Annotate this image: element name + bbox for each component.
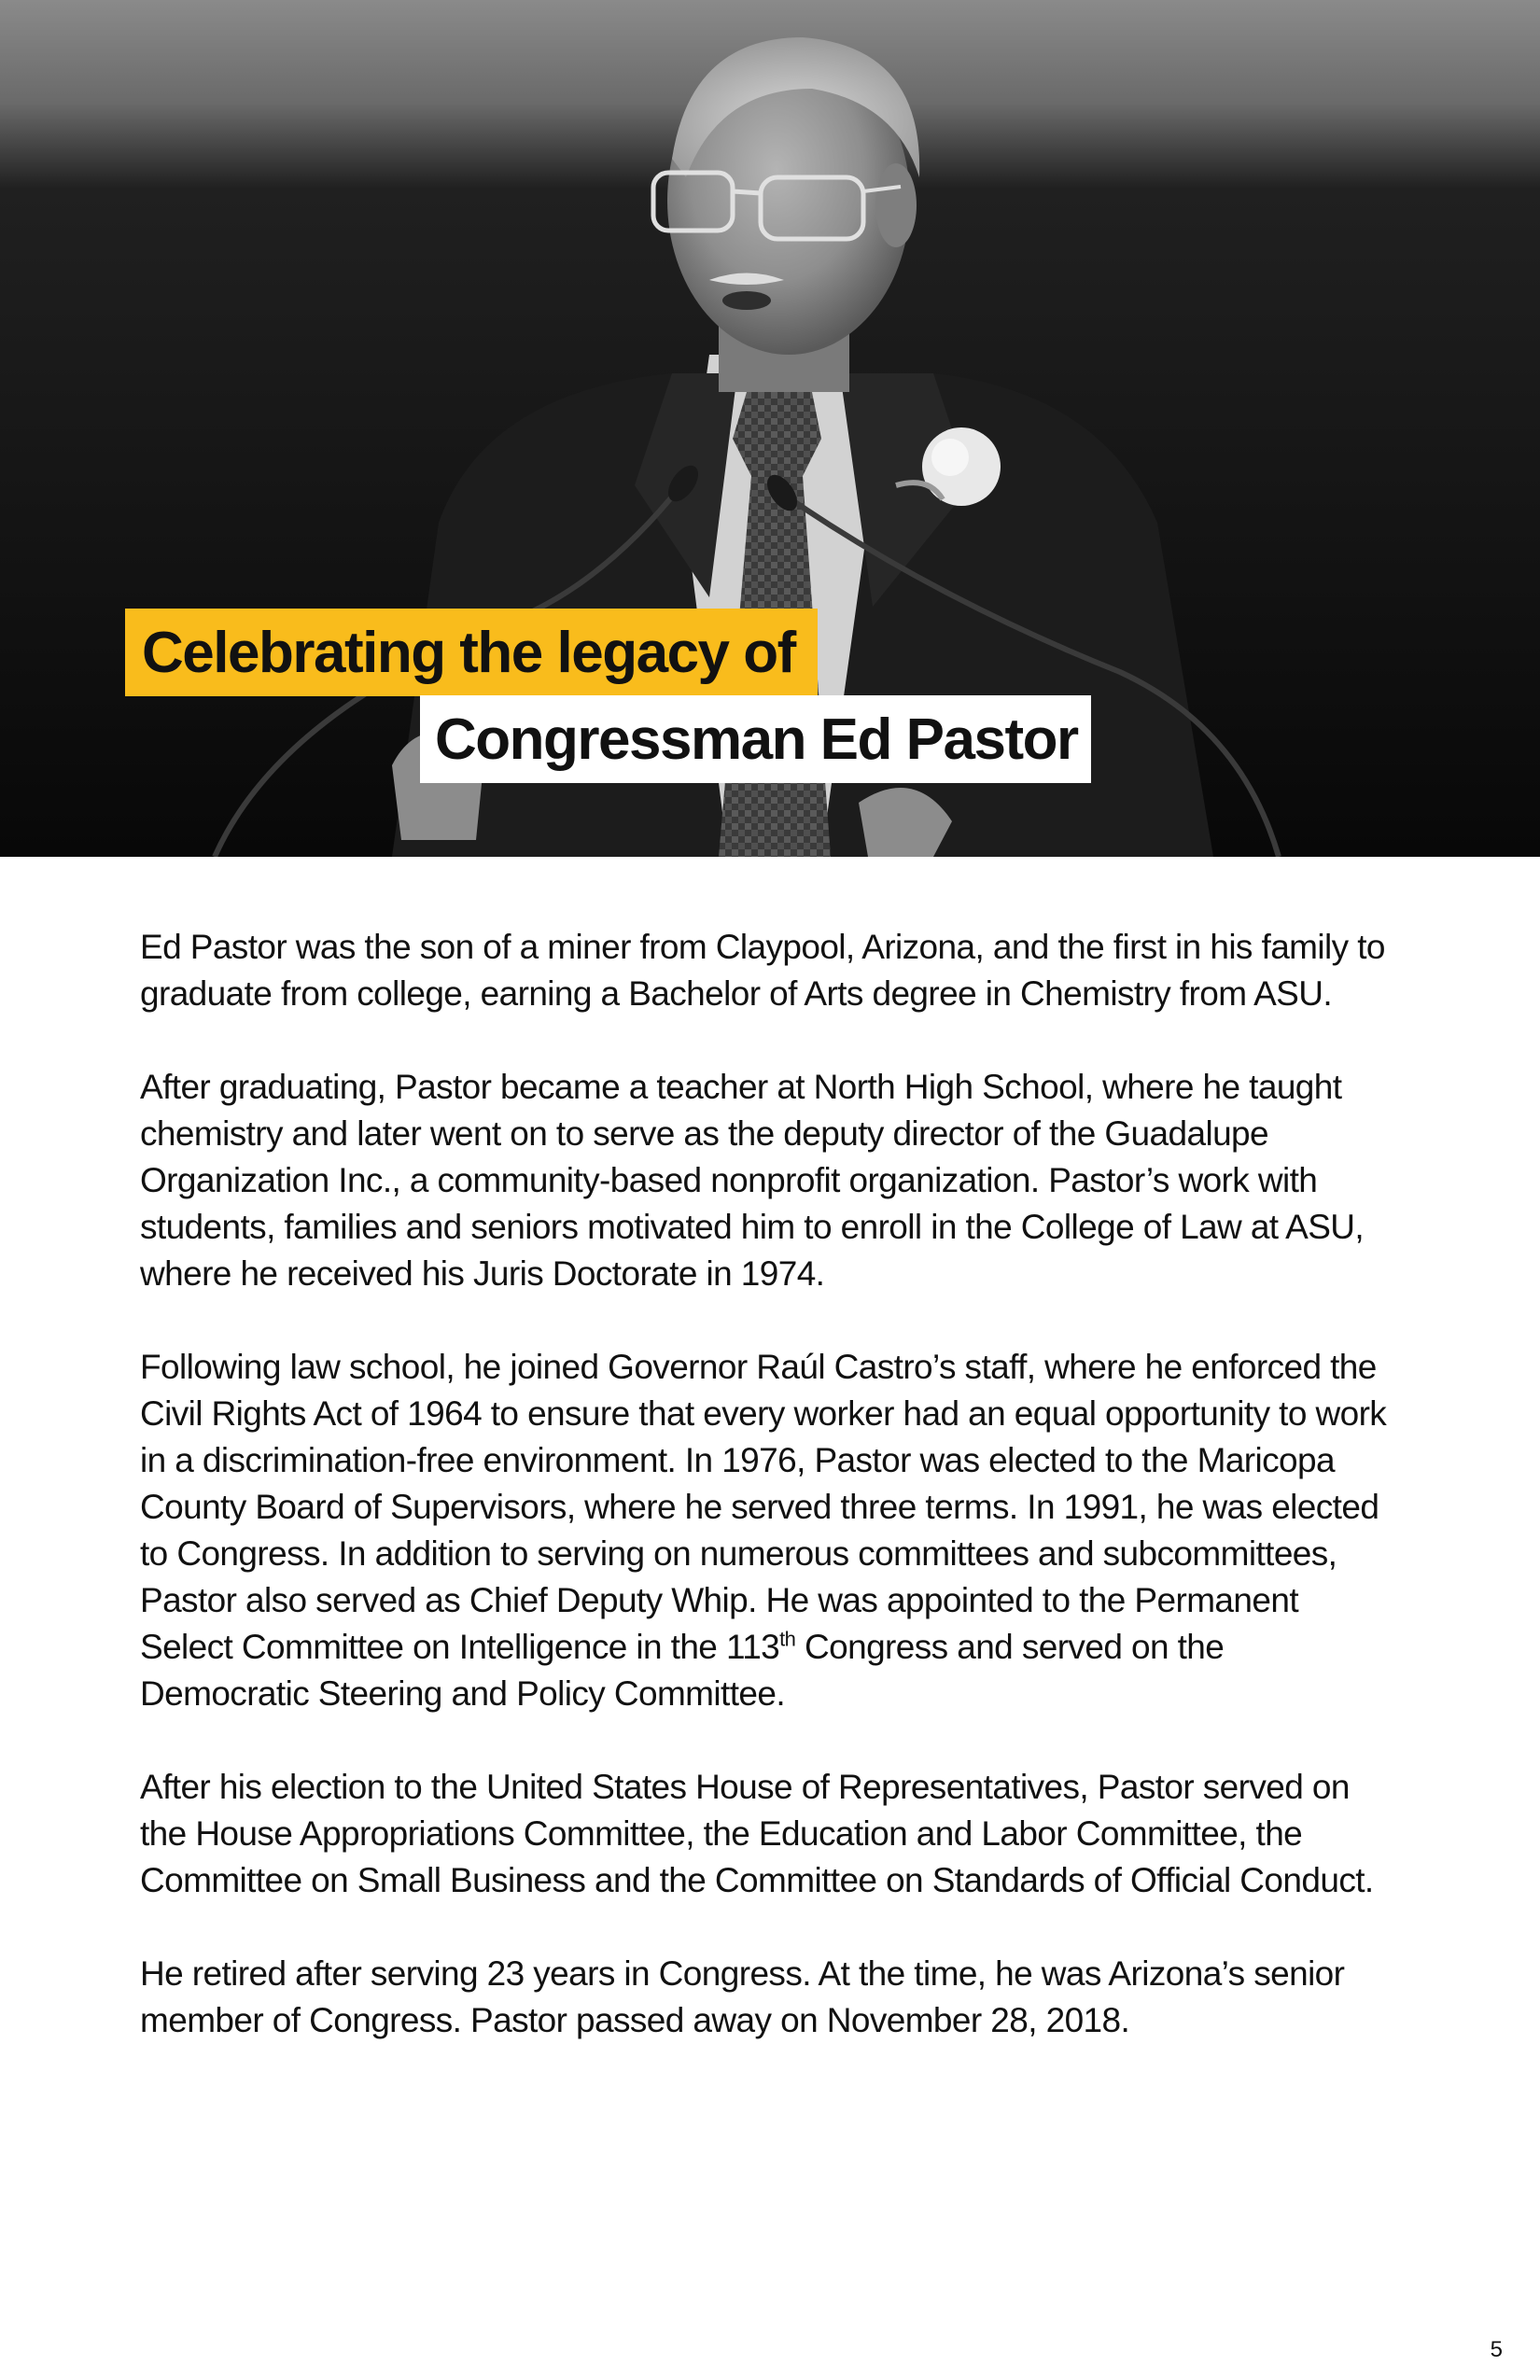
paragraph-2: After graduating, Pastor became a teacher at North High School, where he taught chemistry and later went on to serve as the deputy director of the Guadalupe Organization Inc., a community-based nonprofit organization. Pastor’s work with students, families and seniors motivated him to enroll in the College of Law at ASU, where he received his Juris Doctorate in 1974.	[140, 1068, 1365, 1293]
title-line-2: Congressman Ed Pastor	[435, 707, 1078, 772]
paragraph-1: Ed Pastor was the son of a miner from Claypool, Arizona, and the first in his family to graduate from college, earning a Bachelor of Arts degree in Chemistry from ASU.	[140, 928, 1385, 1013]
paragraph-3	[140, 1344, 1391, 1717]
page-number: 5	[1490, 2337, 1503, 2362]
paragraph-3-text-b: Congress and served on the Democratic Steering and Policy Committee.	[140, 1628, 1225, 1713]
hero-photo	[0, 0, 1540, 857]
ordinal-superscript: th	[779, 1627, 796, 1651]
paragraph-5: He retired after serving 23 years in Congress. At the time, he was Arizona’s senior member of Congress. Pastor passed away on November 28, 2018.	[140, 1954, 1345, 2039]
title-highlight-line-1	[125, 609, 818, 696]
title-line-1: Celebrating the legacy of	[142, 620, 795, 685]
paragraph-4: After his election to the United States House of Representatives, Pastor served on the House Appropriations Committee, the Education and Labor Committee, the Committee on Small Business and the Committee on Standards of Official Conduct.	[140, 1768, 1374, 1899]
title-highlight-line-2	[420, 695, 1091, 783]
paragraph-3-text-a: Following law school, he joined Governor Raúl Castro’s staff, where he enforced the Civil Rights Act of 1964 to ensure that every worker had an equal opportunity to work in a discrimination-free environment. In 1976, Pastor was elected to the Maricopa County Board of Supervisors, where he served three terms. In 1991, he was elected to Congress. In addition to serving on numerous committees and subcommittees, Pastor also served as Chief Deputy Whip. He was appointed to the Permanent Select Committee on Intelligence in the 113	[140, 1348, 1387, 1666]
article-body	[140, 924, 1391, 2091]
